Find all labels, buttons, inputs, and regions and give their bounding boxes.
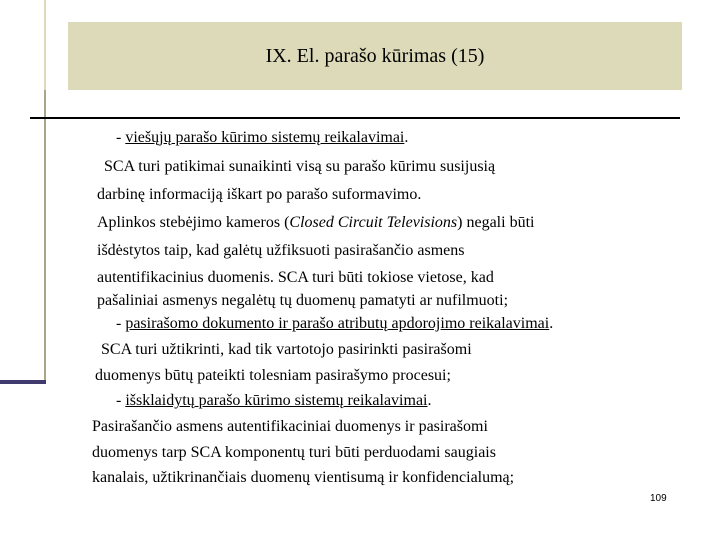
body-line-1 xyxy=(116,128,408,148)
slide-title: IX. El. parašo kūrimas (15) xyxy=(265,45,485,67)
text-segment: Aplinkos stebėjimo kameros ( xyxy=(97,214,290,231)
text-segment: ) negali būti xyxy=(457,214,535,231)
body-line-9: SCA turi užtikrinti, kad tik vartotojo pasirinkti pasirašomi xyxy=(101,341,472,358)
bullet-dash: - xyxy=(116,315,126,332)
body-line-13: duomenys tarp SCA komponentų turi būti perduodami saugiais xyxy=(92,444,496,461)
section-heading-document-processing: pasirašomo dokumento ir parašo atributų apdorojimo reikalavimai xyxy=(125,315,550,332)
body-line-3: darbinę informaciją iškart po parašo suformavimo. xyxy=(97,186,422,203)
section-heading-public-systems: viešųjų parašo kūrimo sistemų reikalavimai xyxy=(125,129,405,146)
punctuation: . xyxy=(404,129,409,146)
page-number: 109 xyxy=(650,493,667,504)
body-line-2: SCA turi patikimai sunaikinti visą su parašo kūrimu susijusią xyxy=(104,158,496,175)
cctv-term: Closed Circuit Televisions xyxy=(289,214,458,231)
body-line-5: išdėstytos taip, kad galėtų užfiksuoti pasirašančio asmens xyxy=(97,242,465,259)
bullet-dash: - xyxy=(116,392,126,409)
body-line-12: Pasirašančio asmens autentifikaciniai duomenys ir pasirašomi xyxy=(92,418,488,435)
body-line-10: duomenys būtų pateikti tolesniam pasirašymo procesui; xyxy=(95,367,451,384)
punctuation: . xyxy=(427,392,432,409)
body-line-11 xyxy=(116,391,432,411)
body-line-7: pašaliniai asmenys negalėtų tų duomenų pamatyti ar nufilmuoti; xyxy=(97,292,509,309)
body-line-8 xyxy=(116,314,553,334)
bullet-dash: - xyxy=(116,129,126,146)
punctuation: . xyxy=(549,315,554,332)
body-line-14: kanalais, užtikrinančiais duomenų vientisumą ir konfidencialumą; xyxy=(92,469,515,486)
section-heading-distributed-systems: išsklaidytų parašo kūrimo sistemų reikalavimai xyxy=(125,392,428,409)
body-line-4 xyxy=(97,213,534,233)
body-line-6: autentifikacinius duomenis. SCA turi būti tokiose vietose, kad xyxy=(97,269,494,286)
